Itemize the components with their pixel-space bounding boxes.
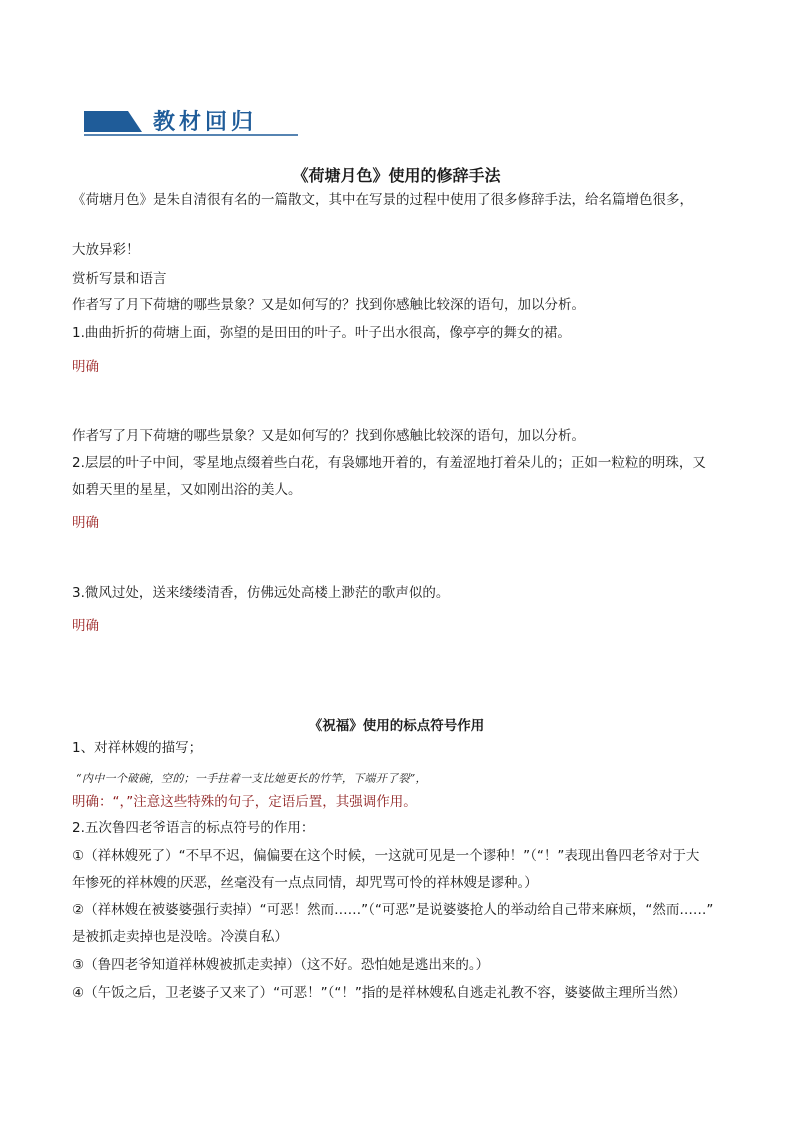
case-2-line2: 是被抓走卖掉也是没啥。冷漠自私） [72,929,288,945]
section2-title: 《祝福》使用的标点符号作用 [308,718,485,734]
answer-label-1: 明确 [72,359,99,375]
section1-title: 《荷塘月色》使用的修辞手法 [292,166,501,185]
case-1-line2: 年惨死的祥林嫂的厌恶，丝毫没有一点点同情，却咒骂可怜的祥林嫂是谬种。） [72,875,538,891]
answer-label-3: 明确 [72,618,99,634]
quote: “内中一个破碗，空的；一手拄着一支比她更长的竹竿，下端开了裂”， [76,772,427,785]
case-3: ③（鲁四老爷知道祥林嫂被抓走卖掉）（这不好。恐怕她是逃出来的。） [72,957,490,973]
answer-label-2: 明确 [72,515,99,531]
item-1: 1.曲曲折折的荷塘上面，弥望的是田田的叶子。叶子出水很高，像亭亭的舞女的裙。 [72,325,571,341]
intro-line2: 大放异彩！ [72,242,140,258]
item-2-line1: 2.层层的叶子中间，零星地点缀着些白花，有袅娜地开着的，有羞涩地打着朵儿的；正如一粒粒的明珠，又 [72,455,706,471]
intro-line1: 《荷塘月色》是朱自清很有名的一篇散文，其中在写景的过程中使用了很多修辞手法，给名篇增色很多， [72,192,693,208]
banner-parallelogram [84,111,142,132]
point-1: 1、对祥林嫂的描写； [72,740,203,756]
banner-title: 教材回归 [153,109,258,135]
item-3: 3.微风过处，送来缕缕清香，仿佛远处高楼上渺茫的歌声似的。 [72,585,450,601]
item-2-line2: 如碧天里的星星，又如刚出浴的美人。 [72,482,302,498]
case-4: ④（午饭之后，卫老婆子又来了）“可恶！”（“！”指的是祥林嫂私自逃走礼教不容，婆婆做主理所当然） [72,985,686,1001]
question-1: 作者写了月下荷塘的哪些景象？又是如何写的？找到你感触比较深的语句，加以分析。 [72,297,585,313]
point-2: 2.五次鲁四老爷语言的标点符号的作用： [72,820,315,836]
case-2-line1: ②（祥林嫂在被婆婆强行卖掉）“可恶！然而……”（“可恶”是说婆婆抢人的举动给自己带来麻烦，“然而……” [72,902,714,918]
answer-note: 明确：“，”注意这些特殊的句子，定语后置，其强调作用。 [72,794,417,810]
subheading: 赏析写景和语言 [72,271,167,287]
case-1-line1: ①（祥林嫂死了）“不早不迟，偏偏要在这个时候，一这就可见是一个谬种！”（“！”表现出鲁四老爷对于大 [72,848,700,864]
question-2: 作者写了月下荷塘的哪些景象？又是如何写的？找到你感触比较深的语句，加以分析。 [72,428,585,444]
